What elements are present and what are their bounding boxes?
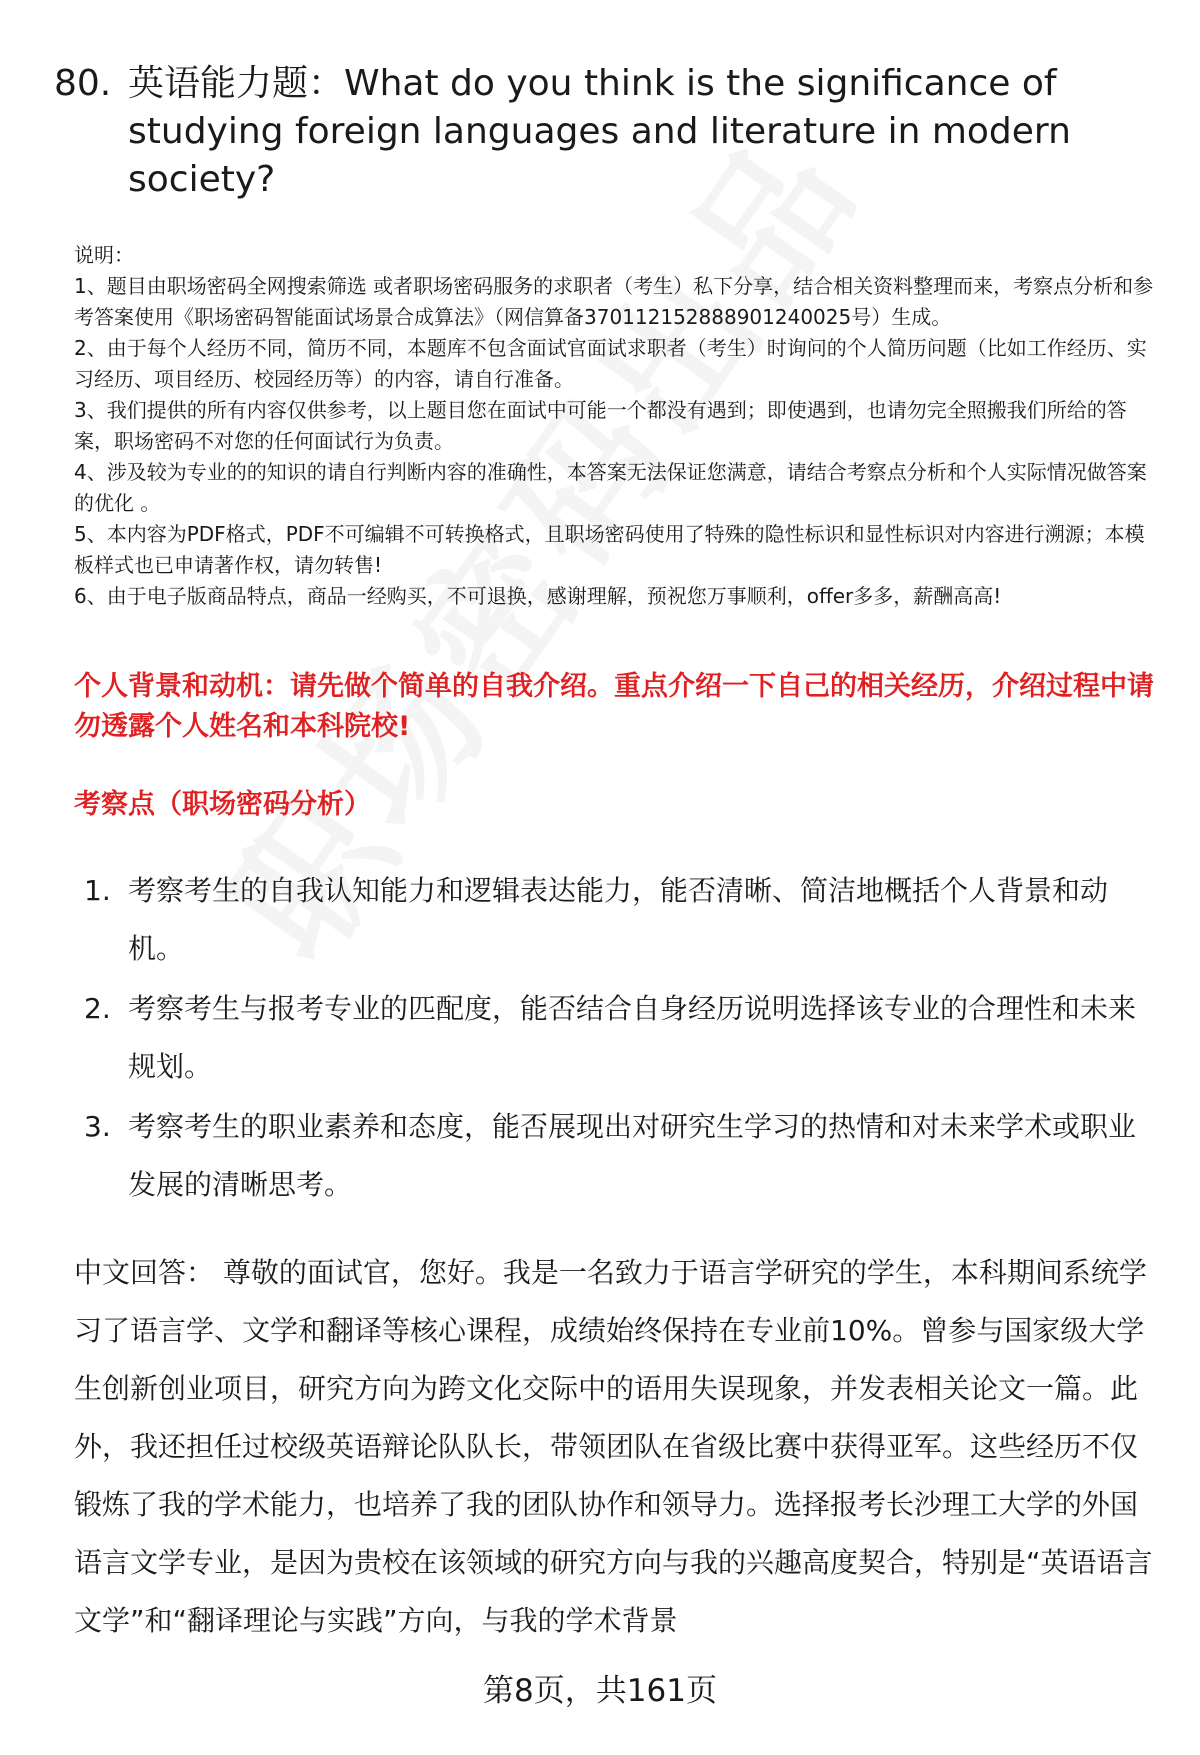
section-question: 个人背景和动机：请先做个简单的自我介绍。重点介绍一下自己的相关经历，介绍过程中请勿透露个人姓名和本科院校! [74, 671, 1154, 742]
point-text: 考察考生的职业素养和态度，能否展现出对研究生学习的热情和对未来学术或职业发展的清晰思考。 [128, 1110, 1137, 1201]
notes-item: 4、涉及较为专业的的知识的请自行判断内容的准确性，本答案无法保证您满意，请结合考察点分析和个人实际情况做答案的优化 。 [74, 460, 1147, 515]
answer-paragraph: 中文回答： 尊敬的面试官，您好。我是一名致力于语言学研究的学生，本科期间系统学习了语言学、文学和翻译等核心课程，成绩始终保持在专业前10%。曾参与国家级大学生创新创业项目，研究方向为跨文化交际中的语用失误现象，并发表相关论文一篇。此外，我还担任过校级英语辩论队队长，带领团队在省级比赛中获得亚军。这些经历不仅锻炼了我的学术能力，也培养了我的团队协作和领导力。选择报考长沙理工大学的外国语言文学专业，是因为贵校在该领域的研究方向与我的兴趣高度契合，特别是“英语语言文学”和“翻译理论与实践”方向，与我的学术背景 [74, 1256, 1153, 1637]
notes-item: 5、本内容为PDF格式，PDF不可编辑不可转换格式，且职场密码使用了特殊的隐性标识和显性标识对内容进行溯源；本模板样式也已申请著作权，请勿转售! [74, 522, 1145, 577]
analysis-point [84, 862, 1154, 978]
notes-section [74, 240, 1160, 612]
notes-item: 2、由于每个人经历不同，简历不同，本题库不包含面试官面试求职者（考生）时询问的个人简历问题（比如工作经历、实习经历、项目经历、校园经历等）的内容，请自行准备。 [74, 336, 1147, 391]
point-number: 3. [84, 1110, 111, 1143]
analysis-heading: 考察点（职场密码分析） [74, 789, 371, 820]
point-number: 2. [84, 992, 111, 1025]
point-text: 考察考生的自我认知能力和逻辑表达能力，能否清晰、简洁地概括个人背景和动机。 [128, 874, 1109, 965]
question-title [54, 60, 1134, 204]
notes-item: 1、题目由职场密码全网搜索筛选 或者职场密码服务的求职者（考生）私下分享，结合相关资料整理而来，考察点分析和参考答案使用《职场密码智能面试场景合成算法》（网信算备370112152888901240025号）生成。 [74, 274, 1154, 329]
point-text: 考察考生与报考专业的匹配度，能否结合自身经历说明选择该专业的合理性和未来规划。 [128, 992, 1137, 1083]
notes-heading: 说明： [74, 243, 134, 267]
analysis-point [84, 1098, 1154, 1214]
point-number: 1. [84, 874, 111, 907]
notes-item: 3、我们提供的所有内容仅供参考，以上题目您在面试中可能一个都没有遇到；即使遇到，也请勿完全照搬我们所给的答案，职场密码不对您的任何面试行为负责。 [74, 398, 1127, 453]
question-text: 英语能力题：What do you think is the significance of studying foreign languages and literature in modern society? [128, 63, 1071, 200]
notes-item: 6、由于电子版商品特点，商品一经购买，不可退换，感谢理解，预祝您万事顺利，offer多多，薪酬高高! [74, 584, 1002, 608]
question-number: 80. [54, 63, 112, 104]
page-footer: 第8页，共161页 [483, 1673, 717, 1709]
analysis-point [84, 980, 1154, 1096]
analysis-points [84, 862, 1154, 1216]
